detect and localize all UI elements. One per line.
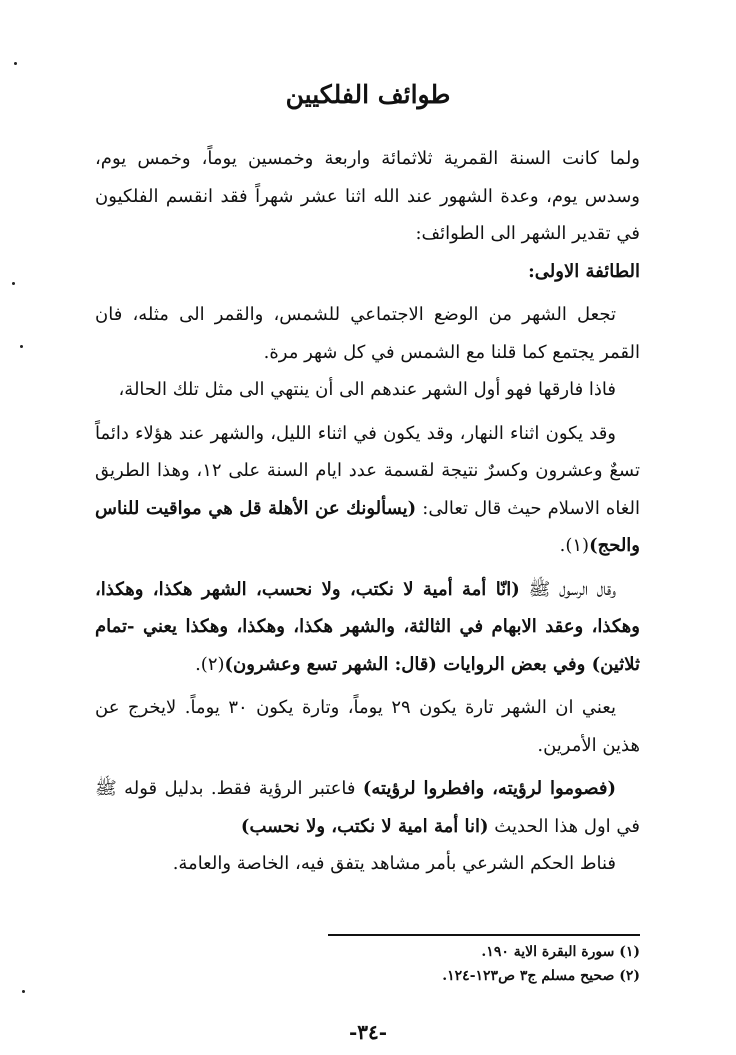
hadith-quote: (انّا أمة أمية لا نكتب، ولا نحسب، الشهر هكذا، وهكذا، وهكذا، وعقد الابهام في الثالثة، والشهر هكذا، وهكذا، وهكذا يعني -تمام ثلاثين) وفي بعض الروايات (قال: الشهر تسع وعشرون) bbox=[95, 578, 640, 675]
paragraph-month-length: يعني ان الشهر تارة يكون ٢٩ يوماً، وتارة يكون ٣٠ يوماً. لايخرج عن هذين الأمرين. bbox=[95, 697, 640, 756]
paragraph-separation: فاذا فارقها فهو أول الشهر عندهم الى أن ينتهي الى مثل تلك الحالة، bbox=[118, 379, 616, 400]
footnote-ref-2: (٢). bbox=[195, 653, 225, 675]
paragraph-sighting bbox=[95, 770, 640, 845]
paragraph-intro: ولما كانت السنة القمرية ثلاثمائة واربعة وخمسين يوماً، وخمس يوم، وسدس يوم، وعدة الشهور عند الله اثنا عشر شهراً فقد انقسم الفلكيون في تقدير الشهر الى الطوائف: bbox=[95, 148, 640, 244]
scan-speck bbox=[22, 990, 25, 993]
paragraph-ruling: فناط الحكم الشرعي بأمر مشاهد يتفق فيه، الخاصة والعامة. bbox=[172, 853, 616, 874]
body-text bbox=[95, 140, 640, 883]
footnote-2: (٢) صحيح مسلم ج٣ ص١٢٣-١٢٤. bbox=[442, 968, 640, 984]
sighting-explanation: فاعتبر الرؤية فقط. بدليل قوله ﷺ في اول هذا الحديث bbox=[95, 778, 640, 837]
verse-intro-text: وقد يكون اثناء النهار، وقد يكون في اثناء الليل، والشهر عند هؤلاء دائماً تسعٌ وعشرون وكسرٌ نتيجة لقسمة عدد ايام السنة على ١٢، وهذا الطريق الغاه الاسلام حيث قال تعالى: bbox=[95, 422, 641, 519]
quran-quote: (يسألونك عن الأهلة قل هي مواقيت للناس والحج) bbox=[95, 497, 640, 556]
paragraph-quran-verse bbox=[95, 415, 640, 565]
scan-speck bbox=[14, 62, 17, 65]
page-title: طوائف الفلكيين bbox=[285, 80, 451, 109]
footnote-1: (١) سورة البقرة الاية ١٩٠. bbox=[481, 944, 640, 960]
footnote-ref-1: (١). bbox=[559, 535, 590, 556]
page-number: -٣٤- bbox=[348, 1020, 388, 1044]
sighting-hadith-quote: (فصوموا لرؤيته، وافطروا لرؤيته) bbox=[362, 778, 616, 799]
hadith-intro-text: وقال الرسول ﷺ bbox=[528, 578, 616, 600]
section-heading-first-group: الطائفة الاولى: bbox=[528, 260, 640, 282]
paragraph-definition: تجعل الشهر من الوضع الاجتماعي للشمس، والقمر الى مثله، فان القمر يجتمع كما قلنا مع الشمس في كل شهر مرة. bbox=[95, 304, 640, 363]
footnote-divider bbox=[328, 934, 640, 936]
hadith-opening-quote: (انا أمة امية لا نكتب، ولا نحسب) bbox=[240, 815, 489, 837]
scan-speck bbox=[12, 282, 15, 285]
paragraph-hadith bbox=[95, 571, 640, 684]
scan-speck bbox=[20, 345, 23, 348]
footnotes bbox=[328, 940, 640, 988]
